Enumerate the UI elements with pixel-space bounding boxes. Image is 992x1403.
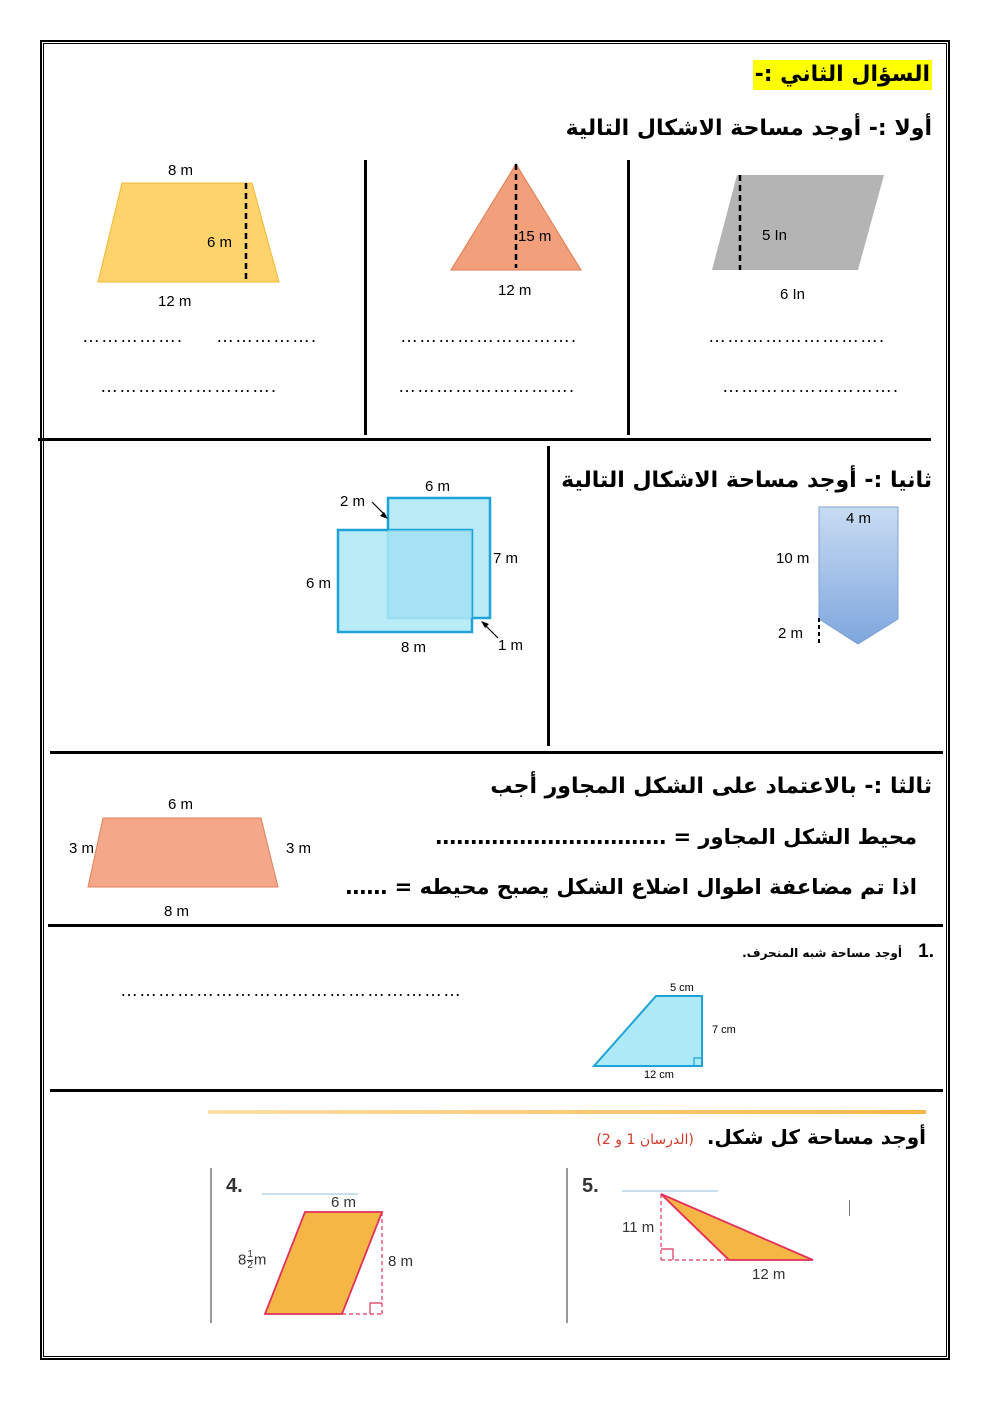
- stray-mark: [849, 1200, 850, 1216]
- section-four-question: أوجد مساحة شبه المنحرف.: [742, 946, 902, 960]
- perimeter-question[interactable]: محيط الشكل المجاور = ……………………………: [435, 825, 917, 849]
- question-two-title: السؤال الثاني :-: [753, 60, 932, 90]
- section-one-title: أولا :- أوجد مساحة الاشكال التالية: [565, 116, 932, 141]
- p4-top-label: 6 m: [331, 1194, 357, 1211]
- overlap-bottom-label: 8 m: [401, 639, 427, 656]
- p4-slant-frac-num: 1: [247, 1249, 253, 1260]
- s3-trapezoid-left-label: 3 m: [69, 840, 95, 857]
- overlap-left-label: 6 m: [306, 575, 332, 592]
- p4-slant-frac-den: 2: [247, 1260, 253, 1271]
- problem-four-number: 4.: [226, 1175, 243, 1197]
- parallelogram-height-label: 5 In: [762, 227, 788, 244]
- p4-slant-whole: 8: [238, 1251, 247, 1269]
- trapezoid-bottom-label: 12 m: [158, 293, 192, 310]
- right-trapezoid-shape: [590, 990, 710, 1070]
- pentagon-top-label: 4 m: [846, 510, 872, 527]
- divider-horizontal-1: [38, 438, 931, 441]
- section-three-title: ثالثا :- بالاعتماد على الشكل المجاور أجب: [490, 774, 932, 799]
- answer-line-1a[interactable]: ……………………….: [708, 326, 886, 346]
- overlapping-rectangles-shape: [330, 490, 530, 655]
- s4-bottom-label: 12 cm: [644, 1069, 674, 1081]
- section-three-trapezoid-shape: [85, 815, 285, 893]
- section-five-title: [596, 1124, 926, 1153]
- triangle-shape: [445, 160, 595, 275]
- divider-horizontal-2: [50, 751, 943, 754]
- p5-base-label: 12 m: [752, 1266, 786, 1283]
- trapezoid-height-label: 6 m: [207, 234, 233, 251]
- divider-horizontal-4: [50, 1089, 943, 1092]
- section-four-answer-line[interactable]: ………………………………………………: [120, 980, 462, 1000]
- double-perimeter-question[interactable]: اذا تم مضاعفة اطوال اضلاع الشكل يصبح محيطه = ……: [345, 875, 917, 899]
- divider-vertical-3: [547, 446, 550, 746]
- problem-four-bracket: [210, 1168, 212, 1323]
- problem-five-number: 5.: [582, 1175, 599, 1197]
- s3-trapezoid-bottom-label: 8 m: [164, 903, 190, 920]
- pentagon-side-label: 10 m: [776, 550, 810, 567]
- answer-line-1b[interactable]: ……………………….: [722, 376, 900, 396]
- answer-line-2a[interactable]: ……………………….: [400, 326, 578, 346]
- section-two-title: ثانيا :- أوجد مساحة الاشكال التالية: [561, 468, 932, 493]
- divider-horizontal-3: [48, 924, 943, 927]
- s4-top-label: 5 cm: [670, 982, 694, 994]
- answer-line-3a-left[interactable]: …………….: [82, 326, 184, 346]
- divider-vertical-1: [627, 160, 630, 435]
- parallelogram-base-label: 6 In: [780, 286, 806, 303]
- answer-line-3a-right[interactable]: …………….: [216, 326, 318, 346]
- pentagon-tip-label: 2 m: [778, 625, 804, 642]
- overlap-right-label: 7 m: [493, 550, 519, 567]
- s3-trapezoid-right-label: 3 m: [286, 840, 312, 857]
- textbook-header-rule: [208, 1110, 926, 1114]
- section-five-lessons: (الدرسان 1 و 2): [596, 1132, 694, 1148]
- problem-five-bracket: [566, 1168, 568, 1323]
- p4-slant-unit: m: [253, 1251, 267, 1269]
- triangle-base-label: 12 m: [498, 282, 532, 299]
- divider-vertical-2: [364, 160, 367, 435]
- problem-four-parallelogram: [260, 1208, 390, 1318]
- problem-five-triangle: [655, 1188, 825, 1268]
- p4-height-label: 8 m: [388, 1253, 414, 1270]
- overlap-offset-top-label: 2 m: [340, 493, 366, 510]
- trapezoid-shape: [95, 178, 285, 288]
- section-four-number: 1.: [918, 941, 934, 962]
- section-five-title-text: أوجد مساحة كل شكل.: [706, 1125, 926, 1149]
- answer-line-3b[interactable]: ……………………….: [100, 376, 278, 396]
- p5-height-label: 11 m: [622, 1219, 655, 1236]
- parallelogram-shape: [700, 170, 900, 280]
- triangle-height-label: 15 m: [518, 228, 552, 245]
- p4-slant-label: [238, 1250, 266, 1271]
- answer-line-2b[interactable]: ……………………….: [398, 376, 576, 396]
- trapezoid-top-label: 8 m: [168, 162, 194, 179]
- overlap-top-label: 6 m: [425, 478, 451, 495]
- s4-right-label: 7 cm: [712, 1024, 736, 1036]
- s3-trapezoid-top-label: 6 m: [168, 796, 194, 813]
- overlap-offset-bottom-label: 1 m: [498, 637, 524, 654]
